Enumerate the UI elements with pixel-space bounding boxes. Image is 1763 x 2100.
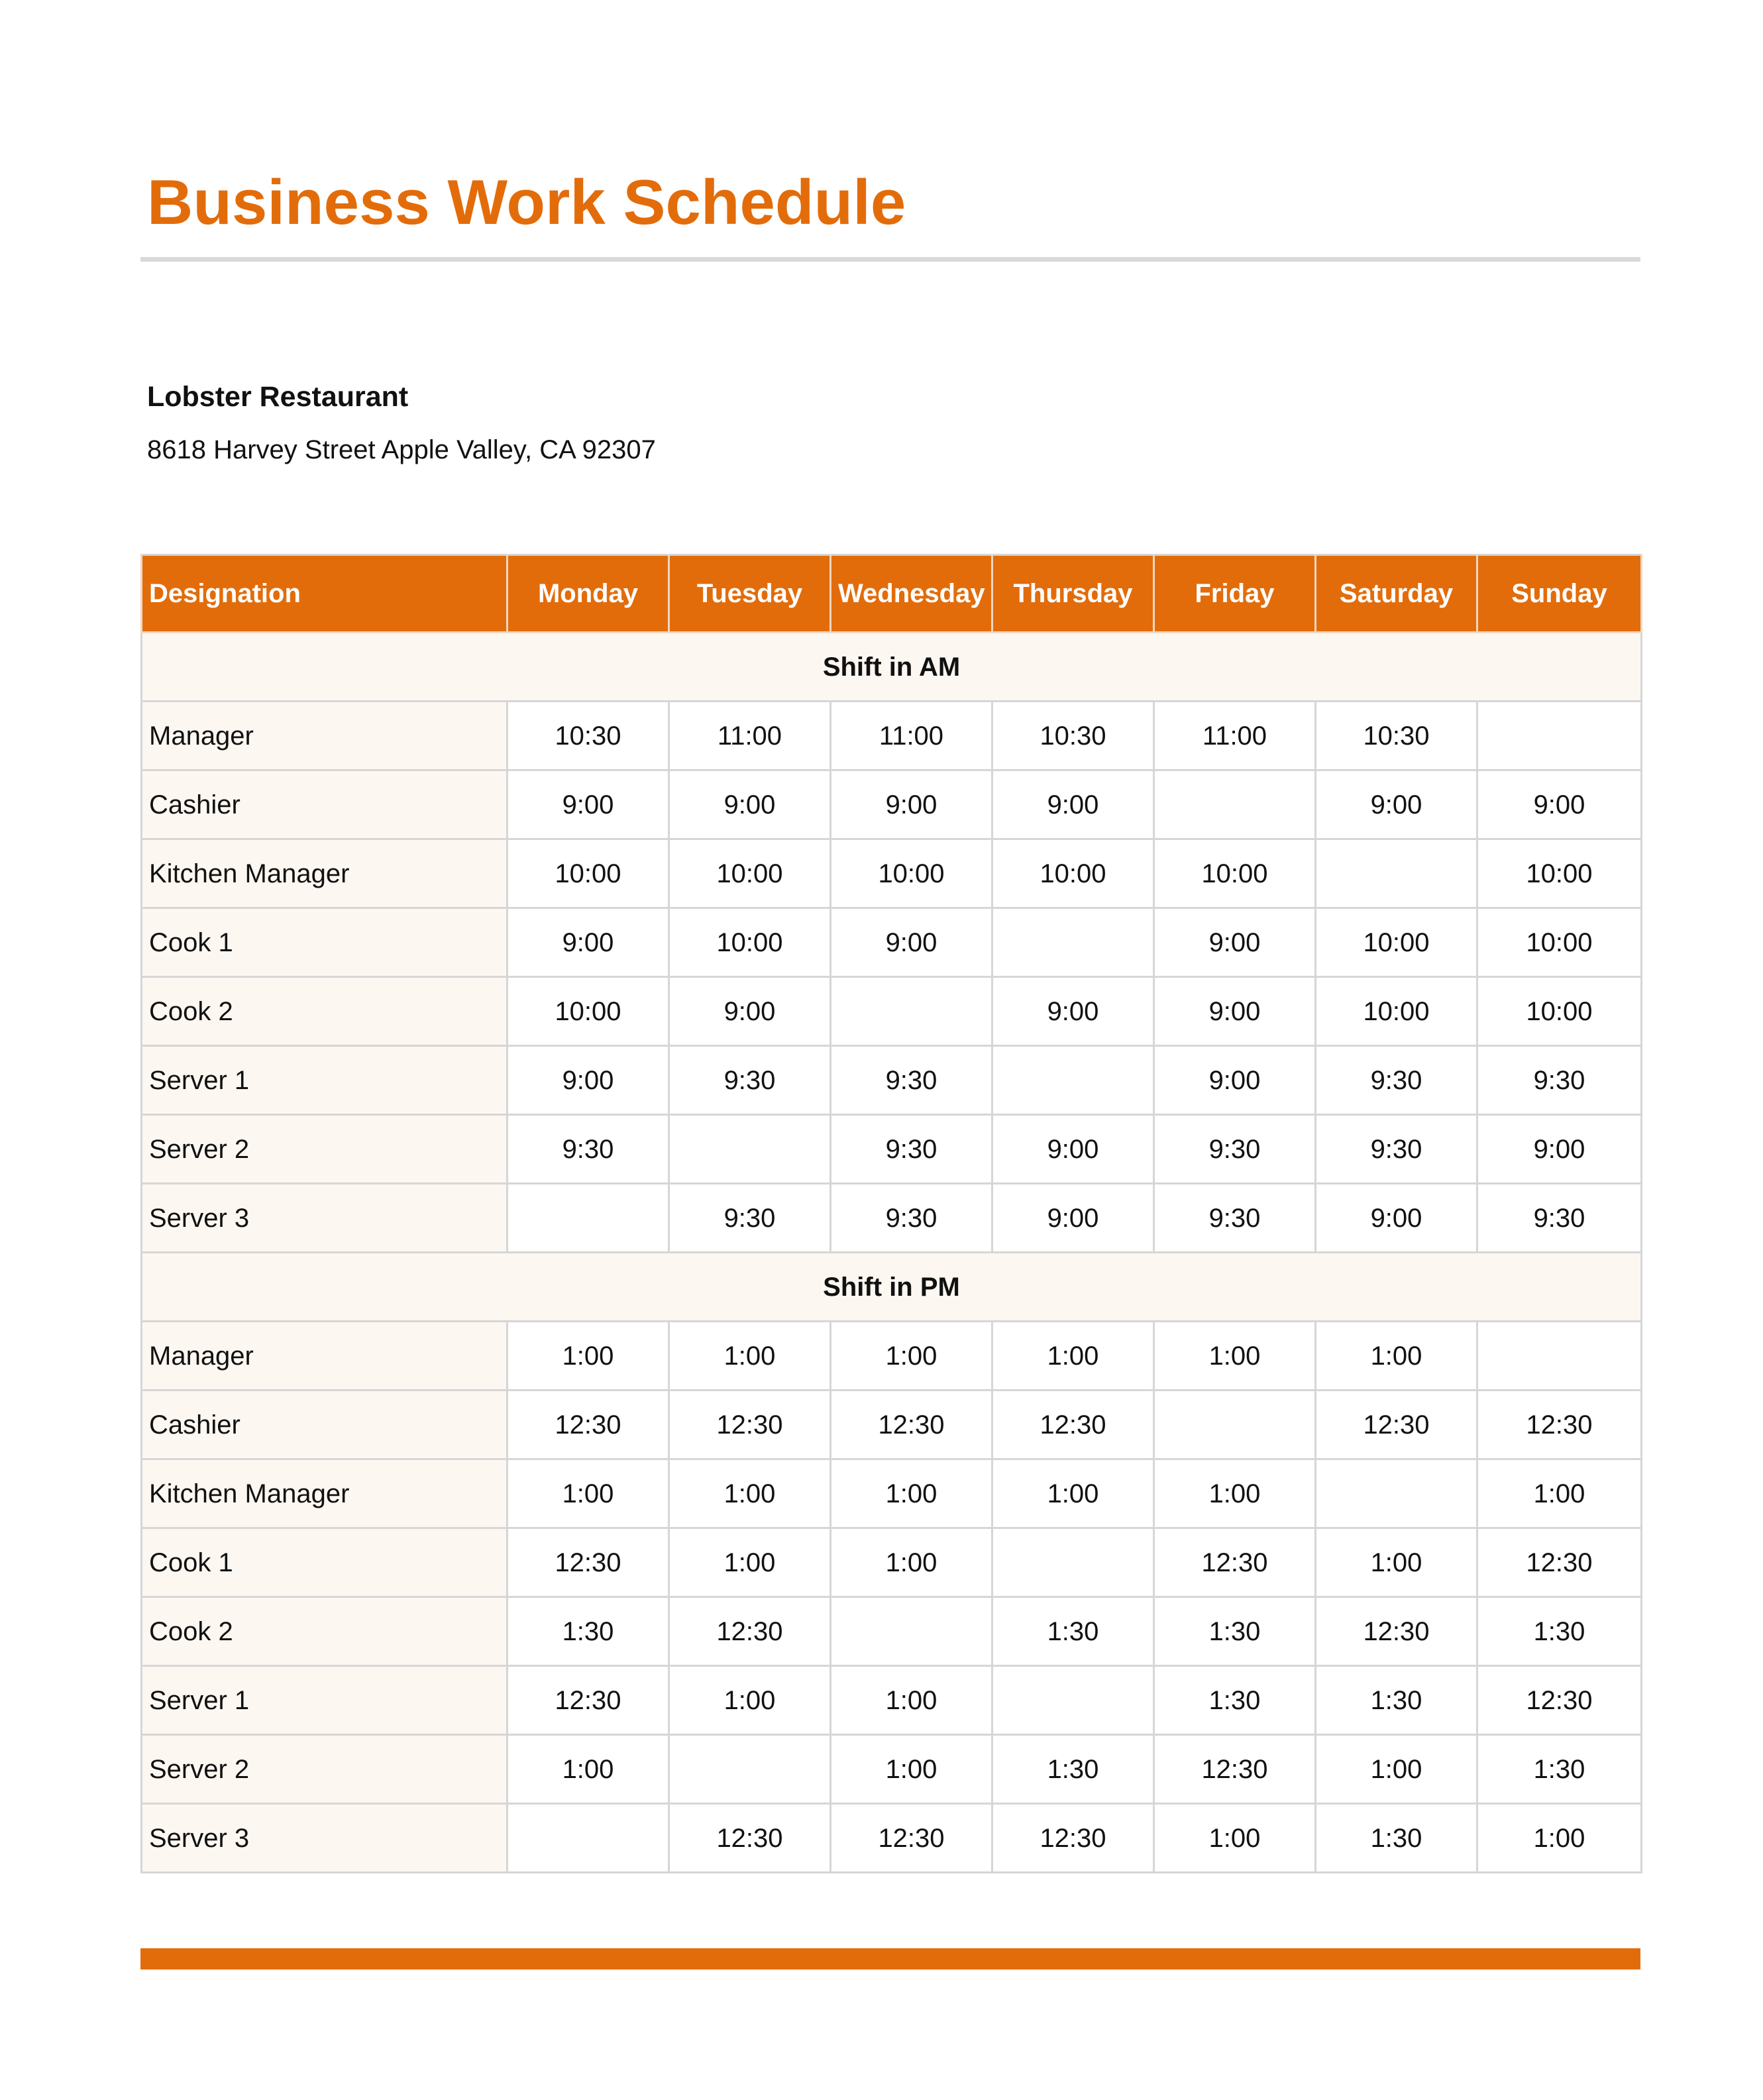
time-cell-wednesday: 12:30 [831, 1391, 992, 1459]
time-cell-monday [508, 1184, 669, 1253]
table-row [142, 1597, 1642, 1666]
time-cell-sunday: 12:30 [1477, 1528, 1642, 1597]
time-cell-tuesday: 12:30 [669, 1391, 831, 1459]
time-cell-tuesday: 1:00 [669, 1528, 831, 1597]
time-cell-saturday: 1:30 [1316, 1666, 1477, 1735]
table-row [142, 1528, 1642, 1597]
designation-cell: Cashier [142, 770, 508, 839]
designation-cell: Server 2 [142, 1735, 508, 1804]
table-row [142, 1391, 1642, 1459]
footer-bar [140, 1948, 1640, 1969]
time-cell-monday: 9:30 [508, 1115, 669, 1184]
time-cell-monday: 9:00 [508, 908, 669, 977]
time-cell-sunday: 1:00 [1477, 1459, 1642, 1528]
time-cell-friday: 1:30 [1154, 1666, 1316, 1735]
time-cell-thursday: 10:00 [992, 839, 1154, 908]
time-cell-saturday: 12:30 [1316, 1597, 1477, 1666]
time-cell-friday: 10:00 [1154, 839, 1316, 908]
time-cell-saturday: 10:00 [1316, 977, 1477, 1046]
time-cell-sunday: 9:00 [1477, 770, 1642, 839]
time-cell-thursday: 1:30 [992, 1597, 1154, 1666]
time-cell-saturday: 1:00 [1316, 1528, 1477, 1597]
schedule-table [140, 554, 1642, 1873]
time-cell-thursday [992, 908, 1154, 977]
time-cell-tuesday: 9:30 [669, 1184, 831, 1253]
table-row [142, 1322, 1642, 1391]
time-cell-monday: 12:30 [508, 1391, 669, 1459]
page-title: Business Work Schedule [147, 167, 906, 238]
table-row [142, 1804, 1642, 1873]
time-cell-friday: 9:00 [1154, 977, 1316, 1046]
time-cell-wednesday: 9:00 [831, 770, 992, 839]
time-cell-wednesday: 1:00 [831, 1528, 992, 1597]
time-cell-sunday: 12:30 [1477, 1391, 1642, 1459]
table-row [142, 702, 1642, 770]
company-address: 8618 Harvey Street Apple Valley, CA 92307 [147, 435, 656, 464]
designation-cell: Cook 1 [142, 908, 508, 977]
schedule-body [142, 633, 1642, 1873]
time-cell-saturday [1316, 839, 1477, 908]
time-cell-wednesday: 1:00 [831, 1735, 992, 1804]
time-cell-saturday: 9:00 [1316, 770, 1477, 839]
time-cell-saturday: 1:30 [1316, 1804, 1477, 1873]
time-cell-monday: 10:30 [508, 702, 669, 770]
time-cell-tuesday [669, 1115, 831, 1184]
time-cell-wednesday: 9:30 [831, 1046, 992, 1115]
time-cell-friday [1154, 770, 1316, 839]
table-row [142, 839, 1642, 908]
time-cell-thursday: 9:00 [992, 1184, 1154, 1253]
time-cell-monday: 10:00 [508, 839, 669, 908]
time-cell-thursday: 1:00 [992, 1459, 1154, 1528]
time-cell-friday: 12:30 [1154, 1528, 1316, 1597]
header-sunday: Sunday [1477, 555, 1642, 633]
time-cell-monday: 1:30 [508, 1597, 669, 1666]
time-cell-wednesday: 1:00 [831, 1666, 992, 1735]
time-cell-friday: 9:00 [1154, 908, 1316, 977]
time-cell-friday: 1:00 [1154, 1322, 1316, 1391]
time-cell-saturday [1316, 1459, 1477, 1528]
designation-cell: Cashier [142, 1391, 508, 1459]
header-row [142, 555, 1642, 633]
table-row [142, 977, 1642, 1046]
time-cell-sunday: 9:30 [1477, 1046, 1642, 1115]
designation-cell: Server 1 [142, 1666, 508, 1735]
time-cell-tuesday: 12:30 [669, 1804, 831, 1873]
time-cell-sunday: 9:00 [1477, 1115, 1642, 1184]
designation-cell: Cook 1 [142, 1528, 508, 1597]
time-cell-monday: 12:30 [508, 1528, 669, 1597]
time-cell-saturday: 1:00 [1316, 1735, 1477, 1804]
time-cell-wednesday: 12:30 [831, 1804, 992, 1873]
time-cell-monday: 9:00 [508, 1046, 669, 1115]
time-cell-wednesday: 11:00 [831, 702, 992, 770]
time-cell-tuesday: 11:00 [669, 702, 831, 770]
time-cell-friday: 1:30 [1154, 1597, 1316, 1666]
time-cell-thursday: 9:00 [992, 770, 1154, 839]
header-monday: Monday [508, 555, 669, 633]
time-cell-sunday: 10:00 [1477, 977, 1642, 1046]
time-cell-tuesday: 12:30 [669, 1597, 831, 1666]
time-cell-tuesday: 1:00 [669, 1322, 831, 1391]
time-cell-sunday [1477, 1322, 1642, 1391]
section-title: Shift in AM [142, 633, 1642, 702]
time-cell-thursday: 10:30 [992, 702, 1154, 770]
time-cell-monday: 1:00 [508, 1322, 669, 1391]
time-cell-tuesday: 1:00 [669, 1459, 831, 1528]
table-row [142, 1666, 1642, 1735]
time-cell-monday: 9:00 [508, 770, 669, 839]
time-cell-thursday [992, 1666, 1154, 1735]
table-row [142, 1735, 1642, 1804]
time-cell-sunday: 1:30 [1477, 1735, 1642, 1804]
time-cell-thursday: 12:30 [992, 1804, 1154, 1873]
time-cell-saturday: 10:00 [1316, 908, 1477, 977]
time-cell-thursday [992, 1528, 1154, 1597]
time-cell-friday [1154, 1391, 1316, 1459]
time-cell-thursday: 9:00 [992, 977, 1154, 1046]
table-row [142, 770, 1642, 839]
table-row [142, 1115, 1642, 1184]
header-thursday: Thursday [992, 555, 1154, 633]
designation-cell: Cook 2 [142, 1597, 508, 1666]
designation-cell: Server 3 [142, 1184, 508, 1253]
designation-cell: Server 3 [142, 1804, 508, 1873]
time-cell-thursday [992, 1046, 1154, 1115]
time-cell-saturday: 9:30 [1316, 1115, 1477, 1184]
table-row [142, 1046, 1642, 1115]
time-cell-tuesday: 9:00 [669, 977, 831, 1046]
time-cell-friday: 11:00 [1154, 702, 1316, 770]
time-cell-saturday: 9:30 [1316, 1046, 1477, 1115]
time-cell-saturday: 9:00 [1316, 1184, 1477, 1253]
time-cell-wednesday: 9:30 [831, 1184, 992, 1253]
designation-cell: Kitchen Manager [142, 1459, 508, 1528]
designation-cell: Kitchen Manager [142, 839, 508, 908]
time-cell-monday: 1:00 [508, 1459, 669, 1528]
time-cell-wednesday: 1:00 [831, 1459, 992, 1528]
company-name: Lobster Restaurant [147, 381, 409, 413]
time-cell-friday: 9:00 [1154, 1046, 1316, 1115]
designation-cell: Manager [142, 1322, 508, 1391]
time-cell-monday: 12:30 [508, 1666, 669, 1735]
header-tuesday: Tuesday [669, 555, 831, 633]
time-cell-wednesday: 10:00 [831, 839, 992, 908]
time-cell-tuesday [669, 1735, 831, 1804]
time-cell-sunday: 10:00 [1477, 839, 1642, 908]
table-row [142, 908, 1642, 977]
designation-cell: Manager [142, 702, 508, 770]
time-cell-friday: 1:00 [1154, 1459, 1316, 1528]
time-cell-tuesday: 10:00 [669, 908, 831, 977]
time-cell-sunday: 12:30 [1477, 1666, 1642, 1735]
time-cell-tuesday: 9:00 [669, 770, 831, 839]
time-cell-wednesday: 9:00 [831, 908, 992, 977]
title-divider [140, 257, 1640, 262]
time-cell-wednesday [831, 977, 992, 1046]
table-row [142, 1459, 1642, 1528]
time-cell-thursday: 1:30 [992, 1735, 1154, 1804]
time-cell-sunday [1477, 702, 1642, 770]
time-cell-sunday: 1:30 [1477, 1597, 1642, 1666]
time-cell-thursday: 9:00 [992, 1115, 1154, 1184]
time-cell-sunday: 9:30 [1477, 1184, 1642, 1253]
time-cell-tuesday: 1:00 [669, 1666, 831, 1735]
designation-cell: Server 1 [142, 1046, 508, 1115]
designation-cell: Server 2 [142, 1115, 508, 1184]
designation-cell: Cook 2 [142, 977, 508, 1046]
section-title: Shift in PM [142, 1253, 1642, 1322]
time-cell-sunday: 10:00 [1477, 908, 1642, 977]
time-cell-tuesday: 10:00 [669, 839, 831, 908]
header-saturday: Saturday [1316, 555, 1477, 633]
time-cell-saturday: 10:30 [1316, 702, 1477, 770]
time-cell-friday: 12:30 [1154, 1735, 1316, 1804]
time-cell-friday: 9:30 [1154, 1115, 1316, 1184]
time-cell-saturday: 12:30 [1316, 1391, 1477, 1459]
time-cell-friday: 9:30 [1154, 1184, 1316, 1253]
table-row [142, 1184, 1642, 1253]
time-cell-sunday: 1:00 [1477, 1804, 1642, 1873]
header-friday: Friday [1154, 555, 1316, 633]
time-cell-wednesday: 9:30 [831, 1115, 992, 1184]
time-cell-thursday: 12:30 [992, 1391, 1154, 1459]
time-cell-monday: 1:00 [508, 1735, 669, 1804]
header-wednesday: Wednesday [831, 555, 992, 633]
time-cell-thursday: 1:00 [992, 1322, 1154, 1391]
time-cell-wednesday [831, 1597, 992, 1666]
time-cell-friday: 1:00 [1154, 1804, 1316, 1873]
time-cell-wednesday: 1:00 [831, 1322, 992, 1391]
section-row [142, 633, 1642, 702]
header-designation: Designation [142, 555, 508, 633]
time-cell-monday [508, 1804, 669, 1873]
time-cell-monday: 10:00 [508, 977, 669, 1046]
time-cell-saturday: 1:00 [1316, 1322, 1477, 1391]
time-cell-tuesday: 9:30 [669, 1046, 831, 1115]
section-row [142, 1253, 1642, 1322]
